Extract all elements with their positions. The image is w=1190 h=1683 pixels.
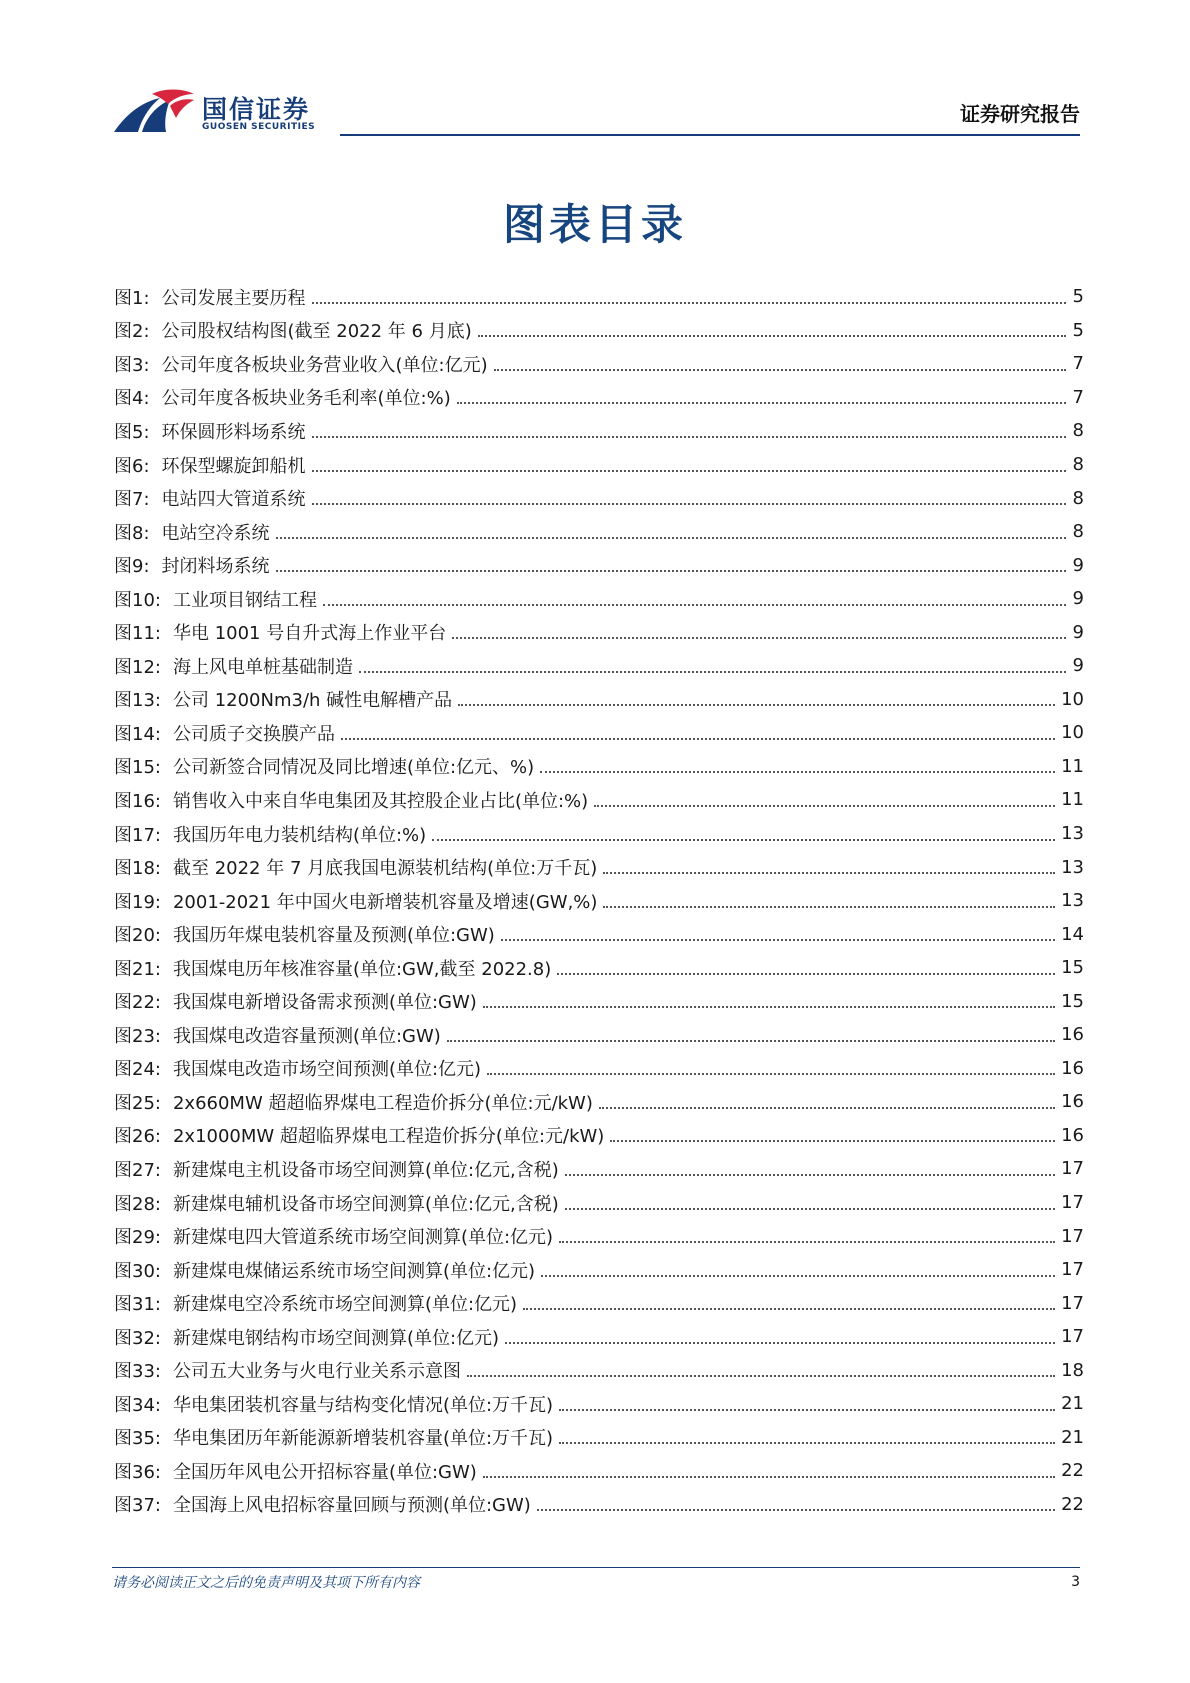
toc-dot-leader (323, 604, 1066, 606)
toc-dot-leader (501, 939, 1055, 941)
toc-dot-leader (559, 1241, 1055, 1243)
toc-entry[interactable] (114, 716, 1084, 750)
toc-entry-page: 9 (1072, 621, 1084, 643)
toc-entry-label: 图23: (114, 1025, 161, 1047)
toc-entry-title: 华电 1001 号自升式海上作业平台 (172, 623, 447, 645)
toc-entry[interactable] (114, 582, 1084, 616)
toc-entry-page: 11 (1061, 755, 1084, 777)
toc-dot-leader (537, 1509, 1055, 1511)
toc-dot-leader (341, 738, 1055, 740)
footer-disclaimer: 请务必阅读正文之后的免责声明及其项下所有内容 (112, 1575, 420, 1591)
toc-entry-title: 公司五大业务与火电行业关系示意图 (172, 1361, 461, 1383)
toc-entry-page: 17 (1061, 1192, 1084, 1214)
toc-dot-leader (565, 1208, 1055, 1210)
toc-entry-page: 16 (1061, 1057, 1084, 1079)
toc-entry-title: 新建煤电辅机设备市场空间测算(单位:亿元,含税) (172, 1193, 559, 1215)
toc-entry[interactable] (114, 1253, 1084, 1287)
toc-entry[interactable] (114, 1354, 1084, 1388)
toc-entry-page: 17 (1061, 1225, 1084, 1247)
toc-entry-page: 21 (1061, 1426, 1084, 1448)
toc-entry-title: 销售收入中来自华电集团及其控股企业占比(单位:%) (172, 790, 589, 812)
toc-entry[interactable] (114, 750, 1084, 784)
toc-entry-title: 新建煤电四大管道系统市场空间测算(单位:亿元) (172, 1227, 554, 1249)
toc-entry[interactable] (114, 381, 1084, 415)
toc-dot-leader (557, 973, 1055, 975)
toc-entry-title: 截至 2022 年 7 月底我国电源装机结构(单位:万千瓦) (172, 858, 598, 880)
toc-entry-page: 8 (1072, 487, 1084, 509)
toc-entry[interactable] (114, 1454, 1084, 1488)
toc-entry[interactable] (114, 1387, 1084, 1421)
toc-entry[interactable] (114, 1018, 1084, 1052)
toc-entry[interactable] (114, 984, 1084, 1018)
toc-entry-title: 华电集团装机容量与结构变化情况(单位:万千瓦) (172, 1394, 554, 1416)
toc-entry-title: 公司发展主要历程 (161, 287, 306, 309)
toc-entry[interactable] (114, 1219, 1084, 1253)
toc-entry-page: 8 (1072, 521, 1084, 543)
toc-entry-title: 2001-2021 年中国火电新增装机容量及增速(GW,%) (172, 891, 598, 913)
toc-entry-title: 我国煤电新增设备需求预测(单位:GW) (172, 992, 477, 1014)
toc-dot-leader (457, 402, 1066, 404)
toc-entry-title: 我国煤电改造容量预测(单位:GW) (172, 1025, 441, 1047)
toc-entry-title: 公司股权结构图(截至 2022 年 6 月底) (161, 321, 472, 343)
toc-dot-leader (523, 1308, 1055, 1310)
toc-entry[interactable] (114, 615, 1084, 649)
toc-entry-label: 图12: (114, 656, 161, 678)
toc-entry[interactable] (114, 1488, 1084, 1522)
toc-dot-leader (447, 1040, 1055, 1042)
toc-entry[interactable] (114, 280, 1084, 314)
page-header (112, 84, 1080, 144)
toc-entry-title: 2x660MW 超超临界煤电工程造价拆分(单位:元/kW) (172, 1092, 593, 1114)
toc-entry-page: 21 (1061, 1393, 1084, 1415)
toc-entry-page: 22 (1061, 1493, 1084, 1515)
toc-entry[interactable] (114, 951, 1084, 985)
toc-entry-page: 17 (1061, 1158, 1084, 1180)
toc-entry-page: 16 (1061, 1091, 1084, 1113)
toc-entry[interactable] (114, 1119, 1084, 1153)
toc-entry[interactable] (114, 683, 1084, 717)
toc-dot-leader (452, 637, 1066, 639)
toc-entry-title: 公司 1200Nm3/h 碱性电解槽产品 (172, 690, 453, 712)
toc-entry-title: 公司质子交换膜产品 (172, 723, 335, 745)
toc-entry[interactable] (114, 314, 1084, 348)
toc-entry-page: 22 (1061, 1460, 1084, 1482)
toc-entry-label: 图11: (114, 623, 161, 645)
toc-entry-label: 图37: (114, 1495, 161, 1517)
toc-entry[interactable] (114, 917, 1084, 951)
footer-divider (112, 1567, 1080, 1568)
toc-entry-page: 10 (1061, 722, 1084, 744)
toc-entry-title: 2x1000MW 超超临界煤电工程造价拆分(单位:元/kW) (172, 1126, 605, 1148)
toc-entry-page: 18 (1061, 1359, 1084, 1381)
toc-entry-page: 17 (1061, 1259, 1084, 1281)
toc-entry-page: 16 (1061, 1124, 1084, 1146)
toc-entry[interactable] (114, 414, 1084, 448)
toc-entry[interactable] (114, 817, 1084, 851)
toc-entry[interactable] (114, 515, 1084, 549)
toc-entry-title: 环保圆形料场系统 (161, 421, 306, 443)
toc-entry-page: 11 (1061, 789, 1084, 811)
toc-entry-page: 15 (1061, 957, 1084, 979)
toc-entry[interactable] (114, 448, 1084, 482)
toc-entry-label: 图17: (114, 824, 161, 846)
toc-entry[interactable] (114, 850, 1084, 884)
toc-entry-page: 13 (1061, 823, 1084, 845)
toc-entry-label: 图22: (114, 992, 161, 1014)
toc-entry-label: 图2: (114, 321, 150, 343)
toc-dot-leader (312, 470, 1066, 472)
toc-entry-title: 电站四大管道系统 (161, 489, 306, 511)
toc-entry[interactable] (114, 1421, 1084, 1455)
toc-entry-page: 9 (1072, 554, 1084, 576)
toc-entry-label: 图24: (114, 1059, 161, 1081)
toc-entry-label: 图32: (114, 1327, 161, 1349)
toc-entry-page: 9 (1072, 588, 1084, 610)
toc-entry-page: 17 (1061, 1292, 1084, 1314)
toc-entry-title: 新建煤电钢结构市场空间测算(单位:亿元) (172, 1327, 500, 1349)
toc-dot-leader (312, 436, 1066, 438)
toc-entry-label: 图7: (114, 489, 150, 511)
guosen-logo (112, 84, 342, 140)
toc-dot-leader (559, 1442, 1055, 1444)
toc-entry-title: 新建煤电煤储运系统市场空间测算(单位:亿元) (172, 1260, 536, 1282)
toc-entry-label: 图21: (114, 958, 161, 980)
toc-entry-title: 全国历年风电公开招标容量(单位:GW) (172, 1461, 477, 1483)
toc-entry-title: 新建煤电空冷系统市场空间测算(单位:亿元) (172, 1294, 518, 1316)
toc-dot-leader (478, 335, 1066, 337)
toc-dot-leader (359, 671, 1066, 673)
toc-dot-leader (483, 1006, 1055, 1008)
toc-dot-leader (312, 302, 1066, 304)
toc-dot-leader (276, 537, 1066, 539)
page-number: 3 (1071, 1574, 1080, 1590)
toc-entry-title: 海上风电单桩基础制造 (172, 656, 353, 678)
toc-entry-title: 环保型螺旋卸船机 (161, 455, 306, 477)
toc-entry-page: 13 (1061, 890, 1084, 912)
logo-chinese-name: 国信证券 (202, 95, 311, 124)
toc-entry[interactable] (114, 1052, 1084, 1086)
toc-entry-label: 图3: (114, 354, 150, 376)
toc-entry-label: 图4: (114, 388, 150, 410)
toc-entry-label: 图16: (114, 790, 161, 812)
toc-entry-page: 7 (1072, 353, 1084, 375)
toc-dot-leader (494, 369, 1066, 371)
toc-entry[interactable] (114, 649, 1084, 683)
page-title: 图表目录 (502, 200, 687, 249)
toc-entry-label: 图26: (114, 1126, 161, 1148)
toc-entry-label: 图25: (114, 1092, 161, 1114)
toc-entry-page: 15 (1061, 990, 1084, 1012)
toc-entry-title: 公司年度各板块业务毛利率(单位:%) (161, 388, 451, 410)
toc-entry-label: 图18: (114, 858, 161, 880)
toc-dot-leader (483, 1476, 1055, 1478)
toc-entry-page: 8 (1072, 420, 1084, 442)
toc-entry[interactable] (114, 1186, 1084, 1220)
toc-dot-leader (565, 1174, 1055, 1176)
toc-dot-leader (276, 570, 1066, 572)
toc-dot-leader (467, 1375, 1055, 1377)
toc-entry-label: 图33: (114, 1361, 161, 1383)
toc-entry-page: 10 (1061, 688, 1084, 710)
toc-entry-title: 我国历年电力装机结构(单位:%) (172, 824, 427, 846)
toc-dot-leader (610, 1140, 1055, 1142)
toc-entry-label: 图10: (114, 589, 161, 611)
toc-entry[interactable] (114, 884, 1084, 918)
toc-entry[interactable] (114, 1286, 1084, 1320)
toc-entry[interactable] (114, 1085, 1084, 1119)
toc-entry-label: 图8: (114, 522, 150, 544)
header-divider (340, 134, 1080, 136)
toc-dot-leader (603, 872, 1055, 874)
toc-dot-leader (594, 805, 1055, 807)
toc-entry[interactable] (114, 783, 1084, 817)
toc-entry-label: 图30: (114, 1260, 161, 1282)
toc-dot-leader (599, 1107, 1055, 1109)
toc-entry-page: 14 (1061, 923, 1084, 945)
toc-entry-label: 图35: (114, 1428, 161, 1450)
figure-table-of-contents (114, 280, 1084, 1521)
toc-dot-leader (603, 906, 1055, 908)
toc-entry-page: 7 (1072, 386, 1084, 408)
toc-entry-title: 新建煤电主机设备市场空间测算(单位:亿元,含税) (172, 1159, 559, 1181)
toc-entry-label: 图6: (114, 455, 150, 477)
toc-entry-page: 8 (1072, 454, 1084, 475)
toc-dot-leader (505, 1342, 1055, 1344)
toc-entry-label: 图5: (114, 421, 150, 443)
toc-entry-title: 工业项目钢结工程 (172, 589, 317, 611)
toc-dot-leader (312, 503, 1066, 505)
toc-dot-leader (458, 704, 1055, 706)
toc-entry-label: 图36: (114, 1461, 161, 1483)
toc-entry-title: 公司新签合同情况及同比增速(单位:亿元、%) (172, 757, 535, 779)
toc-entry-label: 图15: (114, 757, 161, 779)
toc-dot-leader (541, 1275, 1055, 1277)
toc-entry-label: 图14: (114, 723, 161, 745)
toc-entry-title: 华电集团历年新能源新增装机容量(单位:万千瓦) (172, 1428, 554, 1450)
toc-entry-title: 我国煤电历年核准容量(单位:GW,截至 2022.8) (172, 958, 552, 980)
toc-entry-page: 5 (1072, 286, 1084, 308)
toc-entry-label: 图31: (114, 1294, 161, 1316)
toc-entry-title: 公司年度各板块业务营业收入(单位:亿元) (161, 354, 488, 376)
logo-english-name: GUOSEN SECURITIES (202, 122, 316, 132)
toc-entry-label: 图1: (114, 287, 150, 309)
toc-entry-label: 图34: (114, 1394, 161, 1416)
toc-entry[interactable] (114, 1320, 1084, 1354)
guosen-logo-icon (112, 88, 196, 134)
toc-dot-leader (559, 1409, 1055, 1411)
toc-dot-leader (487, 1073, 1055, 1075)
report-type-label: 证券研究报告 (960, 102, 1080, 126)
toc-entry-label: 图13: (114, 690, 161, 712)
toc-entry-page: 16 (1061, 1024, 1084, 1046)
toc-entry-page: 5 (1072, 319, 1084, 341)
toc-entry-label: 图9: (114, 556, 150, 578)
toc-entry[interactable] (114, 1152, 1084, 1186)
toc-entry[interactable] (114, 481, 1084, 515)
toc-entry-title: 我国历年煤电装机容量及预测(单位:GW) (172, 925, 495, 947)
toc-entry-label: 图28: (114, 1193, 161, 1215)
toc-entry-label: 图27: (114, 1159, 161, 1181)
toc-entry-label: 图29: (114, 1227, 161, 1249)
toc-entry-page: 9 (1072, 655, 1084, 677)
toc-entry-title: 我国煤电改造市场空间预测(单位:亿元) (172, 1059, 482, 1081)
toc-entry-page: 17 (1061, 1326, 1084, 1348)
toc-entry-title: 电站空冷系统 (161, 522, 270, 544)
toc-entry-page: 13 (1061, 856, 1084, 878)
toc-entry-label: 图20: (114, 925, 161, 947)
toc-entry-title: 封闭料场系统 (161, 556, 270, 578)
toc-entry-title: 全国海上风电招标容量回顾与预测(单位:GW) (172, 1495, 531, 1517)
toc-dot-leader (432, 839, 1055, 841)
toc-entry[interactable] (114, 548, 1084, 582)
toc-entry[interactable] (114, 347, 1084, 381)
toc-dot-leader (540, 771, 1055, 773)
toc-entry-label: 图19: (114, 891, 161, 913)
